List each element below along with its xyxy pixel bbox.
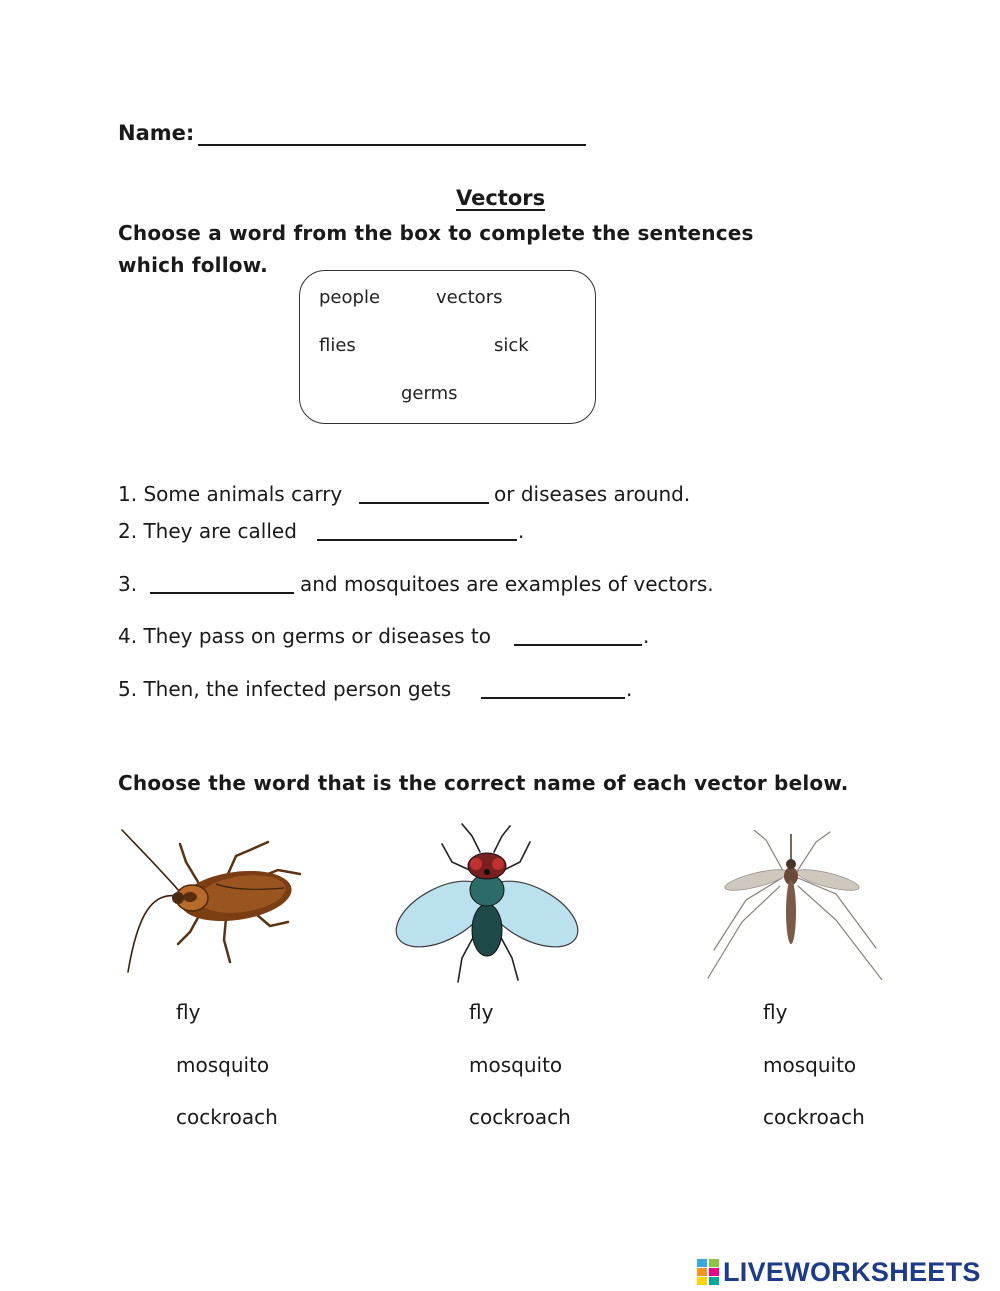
logo-blocks-icon: [697, 1259, 719, 1285]
cockroach-image: [118, 822, 308, 978]
sentence-text: .: [626, 677, 633, 701]
choice-option[interactable]: cockroach: [176, 1105, 278, 1129]
answer-blank[interactable]: [359, 502, 489, 504]
choice-option[interactable]: fly: [469, 1000, 494, 1024]
sentence-3: [118, 572, 714, 596]
choice-option[interactable]: cockroach: [763, 1105, 865, 1129]
sentence-text: or diseases around.: [494, 482, 691, 506]
choice-option[interactable]: fly: [176, 1000, 201, 1024]
word-box-item: germs: [401, 383, 458, 404]
choice-option[interactable]: mosquito: [176, 1053, 270, 1077]
answer-blank[interactable]: [150, 592, 294, 594]
choice-option[interactable]: cockroach: [469, 1105, 571, 1129]
name-label: Name:: [118, 121, 195, 145]
sentence-text: 3.: [118, 572, 138, 596]
sentence-text: 2. They are called: [118, 519, 297, 543]
answer-blank[interactable]: [317, 539, 517, 541]
sentence-text: .: [643, 624, 650, 648]
choice-option[interactable]: mosquito: [763, 1053, 857, 1077]
choice-option[interactable]: mosquito: [469, 1053, 563, 1077]
liveworksheets-logo: [697, 1256, 981, 1288]
sentence-1: [118, 482, 691, 506]
sentence-text: 5. Then, the infected person gets: [118, 677, 452, 701]
fly-image: [392, 822, 582, 984]
sentence-text: .: [518, 519, 525, 543]
word-box-item: flies: [319, 335, 356, 356]
choice-option[interactable]: fly: [763, 1000, 788, 1024]
sentence-text: 1. Some animals carry: [118, 482, 343, 506]
name-input-line[interactable]: [198, 144, 586, 146]
word-box-item: people: [319, 287, 381, 308]
sentence-2: [118, 519, 525, 543]
sentence-4: [118, 624, 650, 648]
answer-blank[interactable]: [481, 697, 625, 699]
sentence-text: and mosquitoes are examples of vectors.: [300, 572, 714, 596]
word-box-item: vectors: [436, 287, 503, 308]
sentence-5: [118, 677, 633, 701]
instruction-vector-names: Choose the word that is the correct name of each vector below.: [118, 771, 849, 795]
instruction-word-box: Choose a word from the box to complete the sentences which follow.: [118, 221, 754, 277]
answer-blank[interactable]: [514, 644, 642, 646]
logo-text: LIVEWORKSHEETS: [723, 1256, 981, 1287]
page-title: Vectors: [456, 186, 546, 210]
mosquito-image: [706, 830, 884, 980]
word-box-item: sick: [494, 335, 529, 356]
sentence-text: 4. They pass on germs or diseases to: [118, 624, 492, 648]
